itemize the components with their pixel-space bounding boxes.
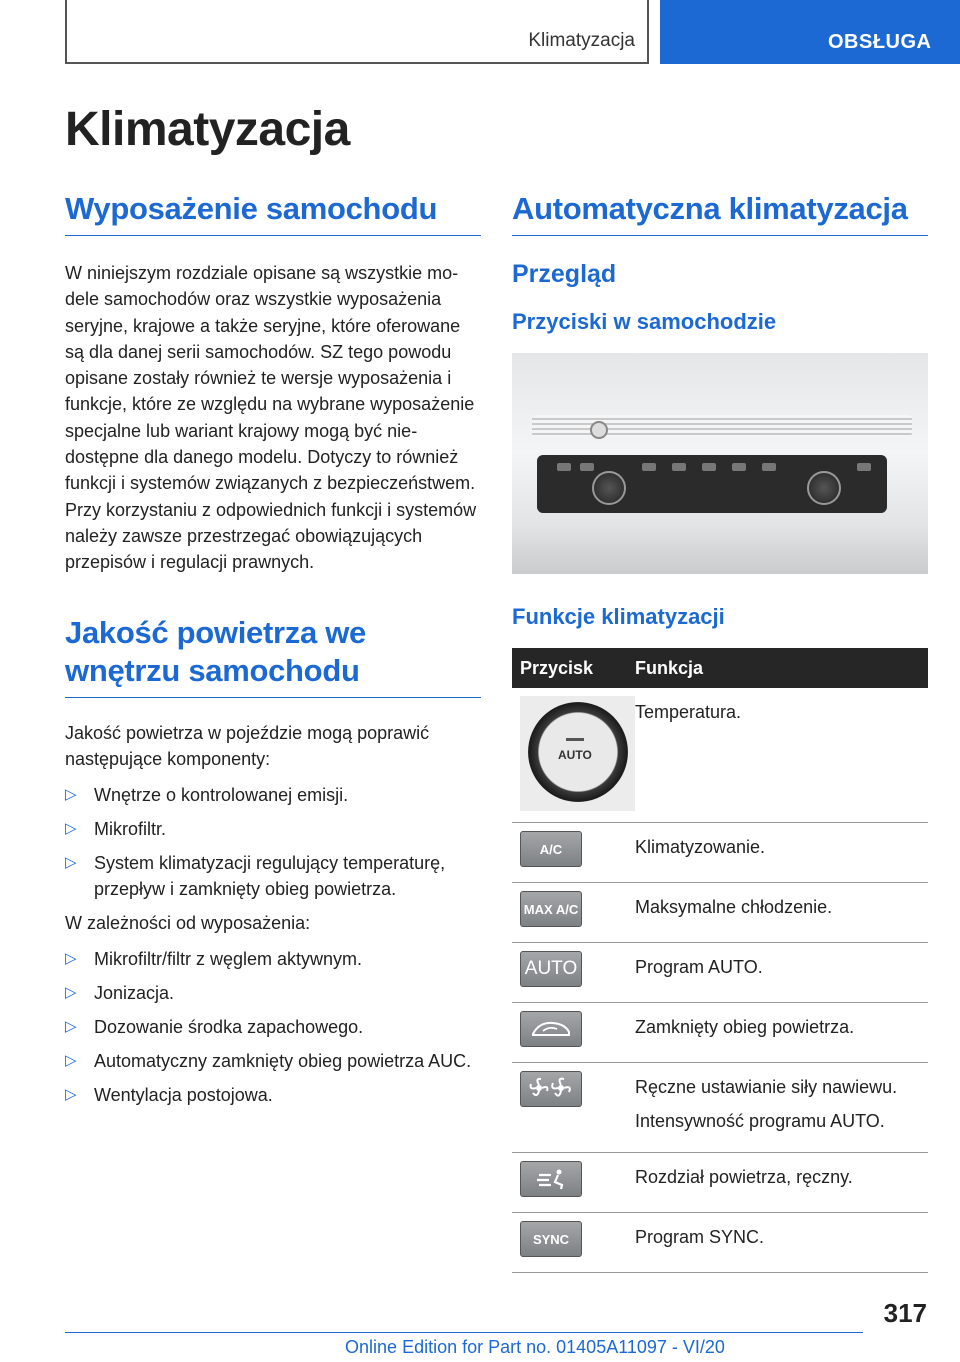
col-header-function: Funkcja xyxy=(635,657,704,678)
list-item: ▷ Automatyczny zamknięty obieg powietrza AUC. xyxy=(65,1048,481,1074)
paragraph-equipment: W niniejszym rozdziale opisane są wszystkie modele samochodów oraz wszystkie wyposażenia seryjne, krajowe a także seryjne, które oferowane są dla danej serii samochodów. SZ tego powodu opisane zostały również te wersje wyposażenia i funkcje, które ze względu na wybrane wyposażenie specjalne lub wariant krajowy mogą być niedostępne dla danego modelu. Dotyczy to również funkcji i systemów związanych z bezpieczeństwem. Przy korzystaniu z odpowiednich funkcji i systemów należy zawsze przestrzegać obowiązujących przepisów i regulacji prawnych. xyxy=(65,263,477,573)
table-cell-function: Rozdział powietrza, ręczny. xyxy=(635,1167,853,1187)
right-column xyxy=(512,190,928,1273)
list-item: ▷ Wnętrze o kontrolowanej emisji. xyxy=(65,782,481,808)
list-item: ▷ Jonizacja. xyxy=(65,980,481,1006)
panel-button xyxy=(642,463,656,471)
table-cell-function: Ręczne ustawianie siły nawiewu. Intensywność programu AUTO. xyxy=(635,1077,898,1131)
header-section-box xyxy=(65,0,649,64)
table-cell-function: Temperatura. xyxy=(635,702,742,722)
list-item: ▷ Wentylacja postojowa. xyxy=(65,1082,481,1108)
heading-buttons-in-car: Przyciski w samochodzie xyxy=(512,309,777,334)
panel-button xyxy=(857,463,871,471)
list-item: ▷ Dozowanie środka zapachowego. xyxy=(65,1014,481,1040)
page-number: 317 xyxy=(883,1298,927,1328)
footer-edition: Online Edition for Part no. 01405A11097 - VI/20 xyxy=(345,1337,725,1357)
col-header-button: Przycisk xyxy=(520,657,594,678)
bullet-triangle-icon: ▷ xyxy=(65,786,77,804)
ac-button-icon: A/C xyxy=(520,831,582,867)
panel-button xyxy=(672,463,686,471)
left-temperature-knob xyxy=(592,471,626,505)
heading-overview: Przegląd xyxy=(512,260,617,288)
heading-ac-functions: Funkcje klimatyzacji xyxy=(512,604,725,629)
hazard-knob xyxy=(590,421,608,439)
table-row xyxy=(512,1153,928,1213)
panel-button xyxy=(580,463,594,471)
list-optional xyxy=(65,946,481,1108)
bullet-triangle-icon: ▷ xyxy=(65,1018,77,1036)
panel-button xyxy=(557,463,571,471)
sync-button-icon: SYNC xyxy=(520,1221,582,1257)
bullet-triangle-icon: ▷ xyxy=(65,1052,77,1070)
heading-air-quality: Jakość powietrza we wnętrzu samochodu xyxy=(65,614,481,698)
table-row xyxy=(512,1063,928,1153)
air-vent xyxy=(532,415,912,437)
table-row xyxy=(512,1213,928,1273)
table-row xyxy=(512,1003,928,1063)
panel-button xyxy=(732,463,746,471)
list-item: ▷ System klimatyzacji regulujący temperaturę, przepływ i zamknięty obieg powietrza. xyxy=(65,850,481,902)
footer-divider xyxy=(65,1332,863,1333)
paragraph-air-quality: Jakość powietrza w pojeździe mogą poprawić następujące komponenty: xyxy=(65,722,430,769)
bullet-triangle-icon: ▷ xyxy=(65,854,77,872)
recirculation-icon xyxy=(520,1011,582,1047)
paragraph-depending: W zależności od wyposażenia: xyxy=(65,913,311,934)
panel-button xyxy=(762,463,776,471)
header-section-label: Klimatyzacja xyxy=(528,30,635,51)
table-row xyxy=(512,688,928,823)
left-column xyxy=(65,190,481,1116)
temperature-dial-icon: AUTO xyxy=(520,696,635,811)
bullet-triangle-icon: ▷ xyxy=(65,984,77,1002)
list-item: ▷ Mikrofiltr/filtr z węglem aktywnym. xyxy=(65,946,481,972)
bullet-triangle-icon: ▷ xyxy=(65,1086,77,1104)
air-distribution-icon xyxy=(520,1161,582,1197)
max-ac-button-icon: MAX A/C xyxy=(520,891,582,927)
auto-button-icon: AUTO xyxy=(520,951,582,987)
list-components xyxy=(65,782,481,902)
table-row xyxy=(512,943,928,1003)
header-tab-obsluga[interactable]: OBSŁUGA xyxy=(660,0,960,64)
dashboard-lower xyxy=(512,528,928,574)
panel-button xyxy=(702,463,716,471)
table-row xyxy=(512,883,928,943)
heading-equipment: Wyposażenie samochodu xyxy=(65,190,481,236)
fan-speed-icon xyxy=(520,1071,582,1107)
bullet-triangle-icon: ▷ xyxy=(65,820,77,838)
table-cell-function: Program AUTO. xyxy=(635,957,763,977)
dashboard-photo xyxy=(512,353,928,574)
bullet-triangle-icon: ▷ xyxy=(65,950,77,968)
heading-automatic-ac: Automatyczna klimatyzacja xyxy=(512,190,928,236)
table-cell-function: Klimatyzowanie. xyxy=(635,837,766,857)
table-row xyxy=(512,823,928,883)
list-item: ▷ Mikrofiltr. xyxy=(65,816,481,842)
table-cell-function: Program SYNC. xyxy=(635,1227,765,1247)
page-title: Klimatyzacja xyxy=(65,103,350,156)
table-cell-function: Maksymalne chłodzenie. xyxy=(635,897,833,917)
right-temperature-knob xyxy=(807,471,841,505)
table-cell-function: Zamknięty obieg powietrza. xyxy=(635,1017,855,1037)
functions-table xyxy=(512,648,928,1273)
table-header xyxy=(512,648,928,688)
